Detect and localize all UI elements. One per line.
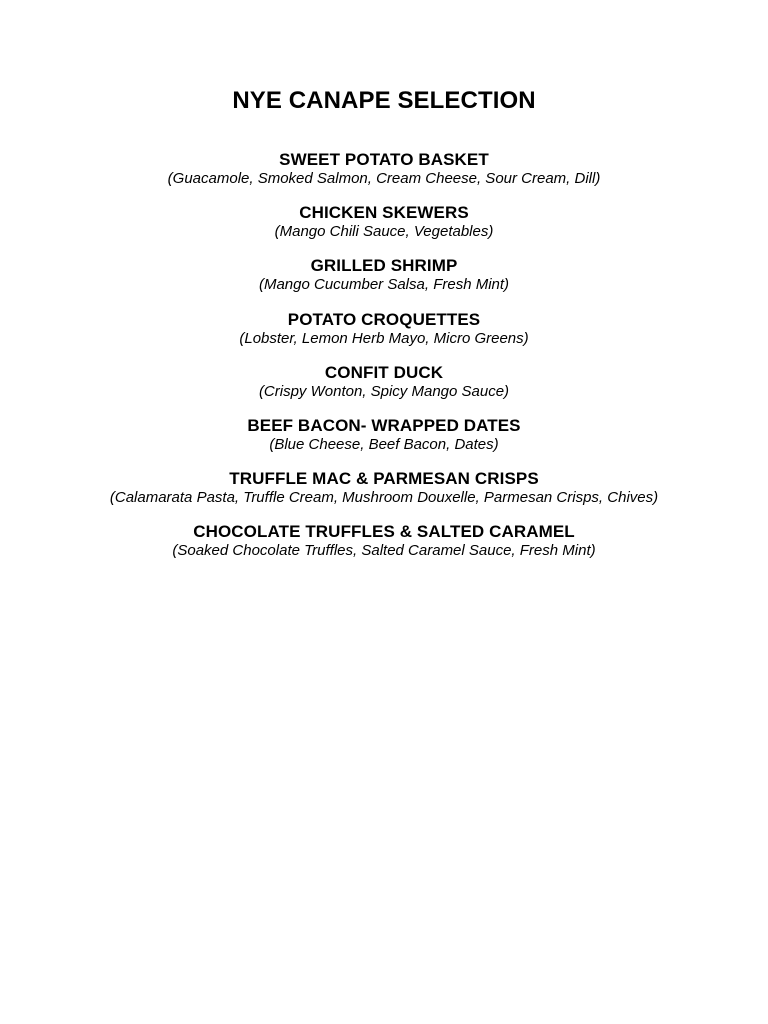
item-name: TRUFFLE MAC & PARMESAN CRISPS: [229, 469, 539, 489]
item-description: (Lobster, Lemon Herb Mayo, Micro Greens): [239, 329, 529, 347]
item-description: (Calamarata Pasta, Truffle Cream, Mushroom Douxelle, Parmesan Crisps, Chives): [109, 489, 659, 507]
item-name: POTATO CROQUETTES: [287, 309, 481, 329]
menu-item: [0, 310, 768, 363]
item-description: (Crispy Wonton, Spicy Mango Sauce): [258, 382, 510, 400]
item-name: CONFIT DUCK: [324, 362, 444, 382]
page-title: NYE CANAPE SELECTION: [232, 87, 536, 114]
item-description: (Mango Cucumber Salsa, Fresh Mint): [258, 276, 510, 294]
menu-item: [0, 363, 768, 416]
item-description: (Blue Cheese, Beef Bacon, Dates): [269, 435, 499, 453]
menu-item: [0, 522, 768, 575]
item-name: GRILLED SHRIMP: [310, 256, 458, 276]
menu-item: [0, 150, 768, 203]
item-name: CHICKEN SKEWERS: [299, 203, 469, 223]
item-description: (Soaked Chocolate Truffles, Salted Caramel Sauce, Fresh Mint): [172, 542, 596, 560]
item-description: (Mango Chili Sauce, Vegetables): [274, 223, 494, 241]
canape-list: [0, 150, 768, 576]
item-name: CHOCOLATE TRUFFLES & SALTED CARAMEL: [193, 522, 575, 542]
item-name: BEEF BACON- WRAPPED DATES: [247, 415, 521, 435]
menu-item: [0, 416, 768, 469]
menu-item: [0, 203, 768, 256]
item-name: SWEET POTATO BASKET: [279, 150, 489, 169]
menu-item: [0, 469, 768, 522]
menu-item: [0, 256, 768, 309]
item-description: (Guacamole, Smoked Salmon, Cream Cheese, Sour Cream, Dill): [167, 170, 601, 187]
